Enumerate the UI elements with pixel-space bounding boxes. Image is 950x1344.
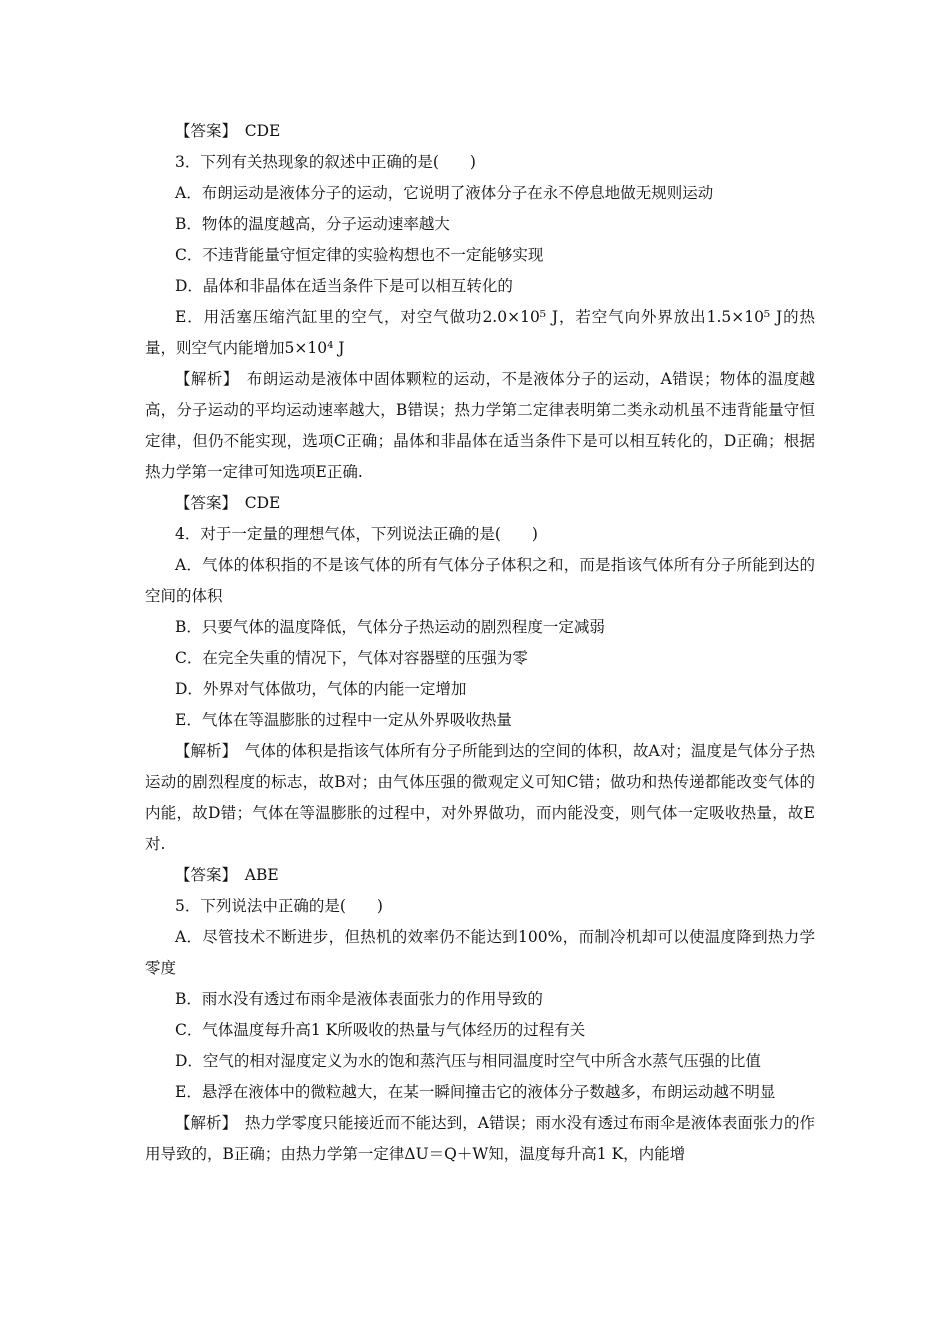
answer-q4: 【答案】 ABE — [175, 866, 279, 884]
question-3-option-a: A．布朗运动是液体分子的运动，它说明了液体分子在永不停息地做无规则运动 — [175, 184, 714, 202]
question-3-option-b: B．物体的温度越高，分子运动速率越大 — [175, 215, 450, 233]
question-5-option-b: B．雨水没有透过布雨伞是液体表面张力的作用导致的 — [175, 990, 543, 1008]
question-4: 4．对于一定量的理想气体，下列说法正确的是( ) — [175, 525, 538, 543]
question-4-option-b: B．只要气体的温度降低，气体分子热运动的剧烈程度一定减弱 — [175, 618, 605, 636]
question-4-option-e: E．气体在等温膨胀的过程中一定从外界吸收热量 — [175, 711, 512, 729]
question-5-option-c: C．气体温度每升高1 K所吸收的热量与气体经历的过程有关 — [175, 1021, 586, 1039]
question-3-option-c: C．不违背能量守恒定律的实验构想也不一定能够实现 — [175, 246, 544, 264]
question-5-option-d: D．空气的相对湿度定义为水的饱和蒸汽压与相同温度时空气中所含水蒸气压强的比值 — [175, 1052, 761, 1070]
question-3-option-e: E．用活塞压缩汽缸里的空气，对空气做功2.0×10⁵ J，若空气向外界放出1.5×10⁵ J的热量，则空气内能增加5×10⁴ J — [145, 308, 815, 357]
explanation-q3: 【解析】 布朗运动是液体中固体颗粒的运动，不是液体分子的运动，A错误；物体的温度越高，分子运动的平均运动速率越大，B错误；热力学第二定律表明第二类永动机虽不违背能量守恒定律，但仍不能实现，选项C正确；晶体和非晶体在适当条件下是可以相互转化的，D正确；根据热力学第一定律可知选项E正确. — [145, 370, 815, 481]
question-3: 3．下列有关热现象的叙述中正确的是( ) — [175, 153, 476, 171]
answer-q3: 【答案】 CDE — [175, 494, 281, 512]
document-body — [145, 116, 815, 1170]
question-5-option-e: E．悬浮在液体中的微粒越大，在某一瞬间撞击它的液体分子数越多，布朗运动越不明显 — [175, 1083, 776, 1101]
question-4-option-d: D．外界对气体做功，气体的内能一定增加 — [175, 680, 467, 698]
question-3-option-d: D．晶体和非晶体在适当条件下是可以相互转化的 — [175, 277, 513, 295]
answer-q2: 【答案】 CDE — [175, 122, 281, 140]
question-4-option-c: C．在完全失重的情况下，气体对容器壁的压强为零 — [175, 649, 528, 667]
explanation-q5: 【解析】 热力学零度只能接近而不能达到，A错误；雨水没有透过布雨伞是液体表面张力的作用导致的，B正确；由热力学第一定律ΔU＝Q＋W知，温度每升高1 K，内能增 — [145, 1114, 815, 1163]
question-4-option-a: A．气体的体积指的不是该气体的所有气体分子体积之和，而是指该气体所有分子所能到达的空间的体积 — [145, 556, 815, 605]
explanation-q4: 【解析】 气体的体积是指该气体所有分子所能到达的空间的体积，故A对；温度是气体分子热运动的剧烈程度的标志，故B对；由气体压强的微观定义可知C错；做功和热传递都能改变气体的内能，故D错；气体在等温膨胀的过程中，对外界做功，而内能没变，则气体一定吸收热量，故E对. — [145, 742, 815, 853]
question-5: 5．下列说法中正确的是( ) — [175, 897, 383, 915]
question-5-option-a: A．尽管技术不断进步，但热机的效率仍不能达到100%，而制冷机却可以使温度降到热力学零度 — [145, 928, 815, 977]
